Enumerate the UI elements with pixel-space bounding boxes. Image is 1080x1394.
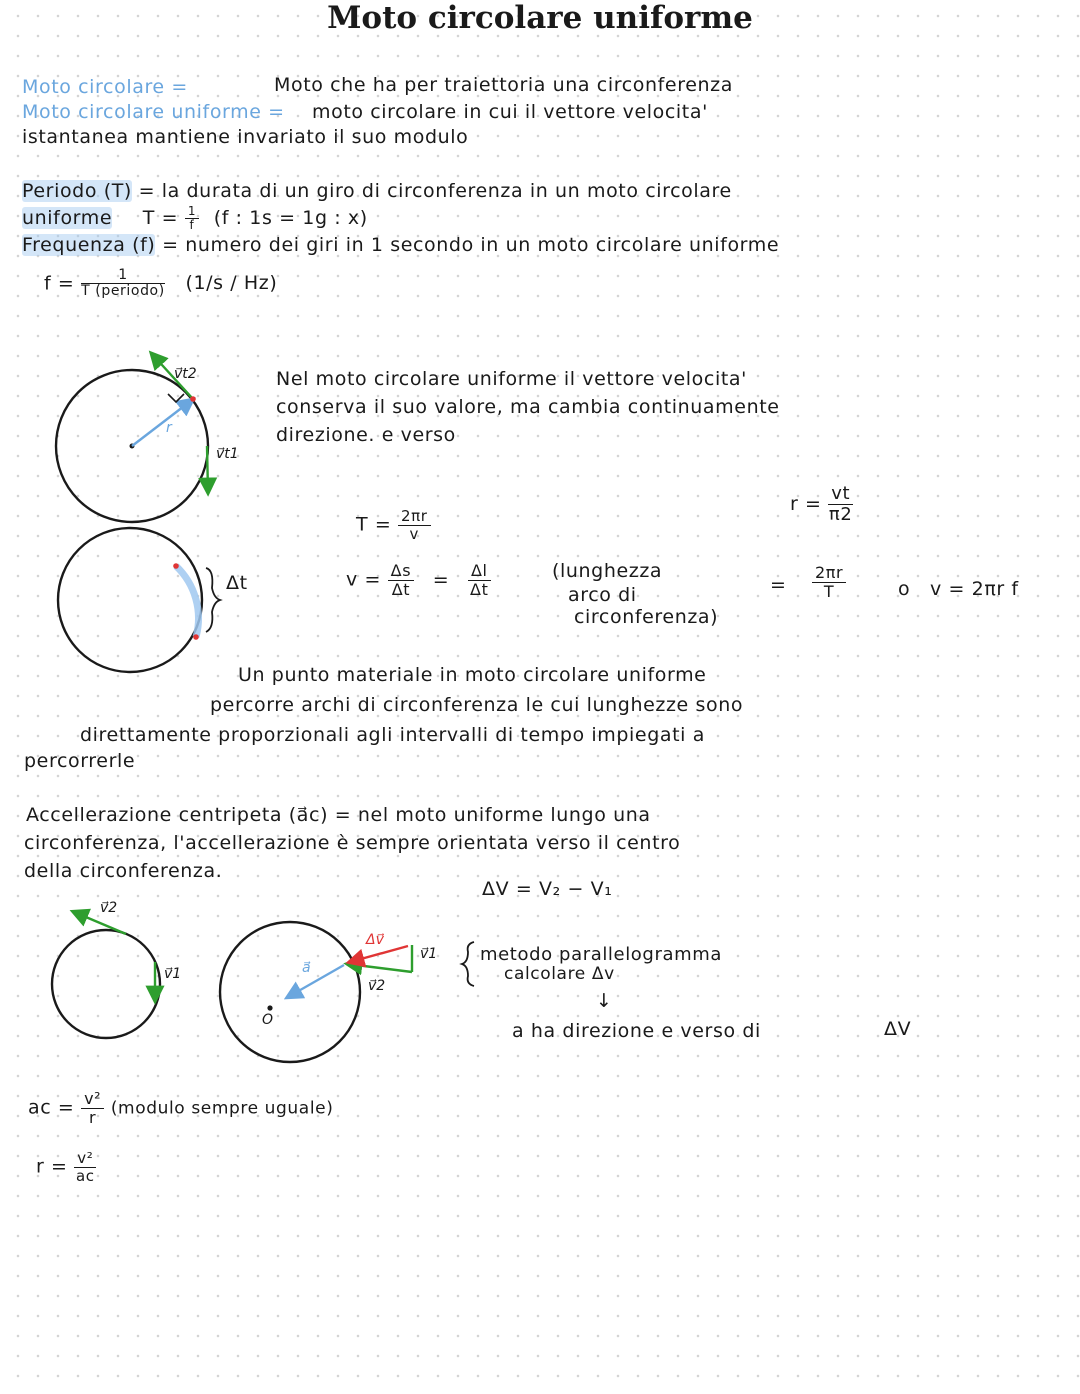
- label-delta-v: Δv⃗: [366, 932, 384, 948]
- circle-3: [52, 930, 160, 1038]
- formula-r-lhs: r =: [790, 492, 822, 515]
- ac-formula: [28, 1090, 333, 1126]
- frequenza-formula-den: T (periodo): [81, 283, 165, 300]
- right-angle-mark: [168, 394, 184, 402]
- formula-T-lhs: T =: [356, 513, 392, 536]
- radius-arrow-1: [132, 400, 192, 446]
- uniforme-def-2: istantanea mantiene invariato il suo modulo: [22, 126, 469, 148]
- formula-eq1: =: [432, 568, 450, 591]
- metodo-line-1: metodo parallelogramma: [480, 944, 722, 965]
- formula-eq2: =: [770, 574, 787, 596]
- formula-dl-num: Δl: [468, 562, 491, 581]
- periodo-formula-note: (f : 1s = 1g : x): [213, 207, 368, 230]
- diagram-arc: [58, 528, 220, 672]
- label-v2-b: v⃗2: [368, 978, 386, 994]
- archi-line-1: Un punto materiale in moto circolare uniforme: [238, 664, 707, 686]
- metodo-brace: [462, 942, 474, 986]
- formula-T: [356, 508, 431, 542]
- velocity-arrow-t1: [207, 446, 208, 492]
- formula-v2-den: T: [823, 581, 835, 601]
- circle-2: [58, 528, 202, 672]
- frequenza-term: Frequenza (f): [22, 234, 156, 256]
- formula-r: [790, 484, 853, 525]
- frequenza-unit: (1/s / Hz): [185, 272, 278, 295]
- velocity-note-3: direzione. e verso: [276, 424, 456, 446]
- diagram-two-velocities: [52, 912, 160, 1038]
- frequenza-formula-num: 1: [81, 268, 165, 284]
- formula-dl-note-1: (lunghezza: [552, 560, 663, 582]
- accel-def-2: circonferenza, l'accellerazione è sempre orientata verso il centro: [24, 832, 681, 854]
- label-radius: r: [166, 420, 172, 436]
- formula-v2: [812, 564, 846, 600]
- label-v-t1: v⃗t1: [216, 446, 239, 462]
- formula-dl-den: Δt: [470, 579, 489, 599]
- formula-v-num: Δs: [388, 562, 414, 581]
- velocity-note-1: Nel moto circolare uniforme il vettore velocita': [276, 368, 747, 390]
- formula-T-den: v: [409, 524, 420, 543]
- metodo-dv: ΔV: [884, 1018, 912, 1040]
- delta-v-arrow: [350, 946, 408, 962]
- accel-term: Accellerazione centripeta (a⃗c): [26, 804, 329, 826]
- formula-v-f: v = 2πr f: [930, 578, 1019, 600]
- acceleration-arrow: [288, 965, 344, 997]
- uniforme-term: Moto circolare uniforme =: [22, 101, 285, 123]
- label-o: O: [262, 1012, 274, 1028]
- formula-dl-note-3: circonferenza): [574, 606, 719, 628]
- archi-line-4: percorrerle: [24, 750, 136, 772]
- periodo-term: Periodo (T): [22, 180, 132, 202]
- label-v-t2: v⃗t2: [174, 366, 197, 382]
- circle-4: [220, 922, 360, 1062]
- accel-line-1: [26, 804, 651, 826]
- label-v1: v⃗1: [164, 966, 182, 982]
- accel-delta-v: ΔV = V₂ − V₁: [482, 878, 613, 900]
- accel-def-1: = nel moto uniforme lungo una: [334, 804, 651, 826]
- velocity-note-2: conserva il suo valore, ma cambia continuamente: [276, 396, 780, 418]
- formula-or: o: [898, 578, 911, 600]
- center-point-4: [267, 1005, 272, 1010]
- moto-circolare-term: Moto circolare =: [22, 76, 188, 98]
- point-t2: [190, 396, 196, 402]
- archi-line-2: percorre archi di circonferenza le cui lunghezze sono: [210, 694, 744, 716]
- formula-r-num: vt: [828, 484, 853, 505]
- accel-def-3: della circonferenza.: [24, 860, 223, 882]
- frequenza-def: = numero dei giri in 1 secondo in un moto circolare uniforme: [162, 234, 780, 256]
- label-delta-t: Δt: [226, 572, 248, 594]
- r-formula-lhs: r =: [36, 1155, 68, 1178]
- formula-v-lhs: v =: [346, 568, 382, 591]
- formula-v2-num: 2πr: [812, 564, 846, 583]
- frequenza-formula-f: f =: [44, 272, 75, 295]
- r-formula: [36, 1150, 96, 1184]
- arc-start-point: [173, 563, 179, 569]
- metodo-line-2: calcolare Δv: [504, 964, 615, 984]
- metodo-arrow: ↓: [596, 990, 613, 1012]
- metodo-line-3: a ha direzione e verso di: [512, 1020, 761, 1042]
- formula-v: [346, 562, 491, 598]
- r-formula-den: ac: [75, 1166, 95, 1185]
- periodo-formula-den: f: [189, 218, 195, 233]
- formula-T-num: 2πr: [398, 508, 431, 526]
- periodo-def-1: = la durata di un giro di circonferenza in un moto circolare: [138, 180, 732, 202]
- label-v2: v⃗2: [100, 900, 118, 916]
- r-formula-num: v²: [74, 1150, 96, 1168]
- ac-note: (modulo sempre uguale): [110, 1098, 334, 1119]
- ac-lhs: ac =: [28, 1096, 75, 1119]
- page-title: Moto circolare uniforme: [327, 0, 753, 36]
- formula-r-den: π2: [828, 503, 853, 525]
- arc-brace: [206, 568, 220, 632]
- ac-den: r: [89, 1107, 97, 1127]
- label-v1-b: v⃗1: [420, 946, 438, 962]
- periodo-def-2: uniforme: [22, 207, 113, 230]
- periodo-formula-T: T =: [142, 207, 179, 230]
- arc-highlight: [176, 566, 198, 637]
- moto-circolare-def: Moto che ha per traiettoria una circonferenza: [274, 74, 733, 96]
- formula-v-den: Δt: [391, 579, 411, 599]
- label-a: a⃗: [302, 960, 311, 976]
- archi-line-3: direttamente proporzionali agli intervalli di tempo impiegati a: [80, 724, 705, 746]
- uniforme-def-1: moto circolare in cui il vettore velocita': [312, 101, 708, 123]
- ac-num: v²: [81, 1090, 104, 1109]
- arc-end-point: [193, 634, 199, 640]
- periodo-formula-num: 1: [185, 205, 199, 219]
- formula-dl-note-2: arco di: [568, 584, 637, 606]
